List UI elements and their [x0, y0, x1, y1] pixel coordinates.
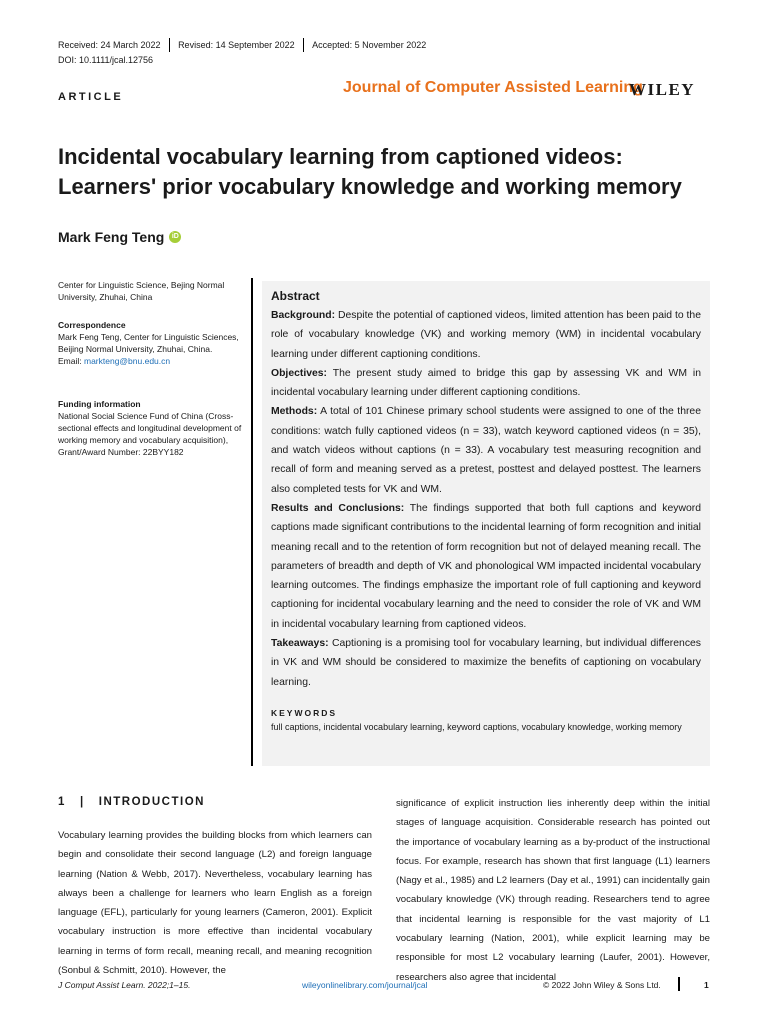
- intro-column-right: significance of explicit instruction lies inherently deep within the initial stages of language acquisition. Considerable research has pointed out the importance of vocabulary learning as a by-product of the instructional focus. For example, research has shown that first language (L1) learners (Nagy et al., 1985) and L2 learners (Day et al., 1991) can incidentally gain vocabulary knowledge (VK) through reading. Researchers tend to agree that incidental learning is responsible for the vast majority of L1 vocabulary learning (Nation, 2001), while explicit learning may be responsible for most L2 vocabulary learning (Laufer, 2001). However, researchers also agree that incidental: [396, 798, 710, 983]
- correspondence-text: Mark Feng Teng, Center for Linguistic Sciences, Beijing Normal University, Zhuhai, China.: [58, 332, 239, 354]
- keywords-heading: KEYWORDS: [271, 707, 338, 718]
- objectives-text: The present study aimed to bridge this gap by assessing VK and WM in incidental vocabulary learning under different captioning conditions.: [271, 367, 701, 399]
- author-name[interactable]: Mark Feng Teng: [58, 229, 165, 245]
- affiliation: Center for Linguistic Science, Bejing Normal University, Zhuhai, China: [58, 280, 225, 302]
- article-dates: [58, 38, 426, 52]
- author: [58, 229, 181, 245]
- email-label: Email:: [58, 356, 84, 366]
- results-text: The findings supported that both full captions and keyword captions made significant contributions to the incidental learning of form recognition and initial meaning recall and to the retention of form recognition but not of delayed meaning recall. The parameters of breadth and depth of VK and phonological WM impacted incidental vocabulary learning outcomes. The findings emphasize the important role of full captioning and keyword captioning for incidental vocabulary learning and the need to consider the role of VK and WM in incidental vocabulary learning from captioned videos.: [271, 502, 701, 630]
- abstract-objectives: [271, 364, 701, 403]
- abstract-box: [262, 281, 710, 766]
- footer-copyright: © 2022 John Wiley & Sons Ltd.: [543, 980, 661, 990]
- footer-citation: J Comput Assist Learn. 2022;1–15.: [58, 980, 191, 990]
- page-number: 1: [704, 980, 709, 990]
- received-date: Received: 24 March 2022: [58, 40, 161, 50]
- email-link[interactable]: markteng@bnu.edu.cn: [83, 356, 171, 366]
- date-divider: [169, 38, 171, 52]
- section-heading-introduction: 1 | INTRODUCTION: [58, 796, 205, 808]
- objectives-label: Objectives:: [271, 367, 328, 379]
- correspondence-heading: Correspondence: [58, 320, 126, 330]
- abstract-takeaways: [271, 634, 701, 692]
- results-label: Results and Conclusions:: [271, 502, 405, 514]
- intro-column-left: Vocabulary learning provides the building blocks from which learners can begin and consolidate their second language (L2) and foreign language learning (Nation & Webb, 2017). Nevertheless, vocabulary learning has always been a challenge for learners who learn English as a foreign language (EFL), particularly for young learners (Cameron, 2001). Explicit vocabulary instruction is more effective than incidental vocabulary learning in terms of form recall, meaning recall, and meaning recognition (Sonbul & Schmitt, 2010). However, the: [58, 830, 372, 977]
- revised-date: Revised: 14 September 2022: [178, 40, 295, 50]
- footer-url[interactable]: wileyonlinelibrary.com/journal/jcal: [302, 980, 428, 990]
- funding-text: National Social Science Fund of China (Cross-sectional effects and longitudinal development of working memory and vocabulary acquisition), Grant/Award Number: 22BYY182: [58, 411, 242, 457]
- orcid-icon[interactable]: iD: [169, 231, 181, 243]
- article-label: ARTICLE: [58, 91, 124, 103]
- abstract-methods: [271, 402, 701, 498]
- publisher-logo: WILEY: [629, 80, 696, 99]
- background-label: Background:: [271, 310, 336, 321]
- funding: [58, 398, 248, 458]
- keywords: full captions, incidental vocabulary learning, keyword captions, vocabulary knowledge, working memory: [271, 721, 682, 732]
- abstract-results: [271, 499, 701, 634]
- paper-title: Incidental vocabulary learning from captioned videos: Learners' prior vocabulary knowledge and working memory: [58, 144, 682, 199]
- doi[interactable]: DOI: 10.1111/jcal.12756: [58, 55, 154, 65]
- methods-label: Methods:: [271, 406, 318, 418]
- background-text: Despite the potential of captioned videos, limited attention has been paid to the role of vocabulary knowledge (VK) and working memory (WM) in incidental vocabulary learning under different captioning conditions.: [271, 310, 701, 360]
- abstract-heading: Abstract: [271, 289, 320, 303]
- takeaways-label: Takeaways:: [271, 638, 329, 650]
- journal-name[interactable]: Journal of Computer Assisted Learning: [343, 79, 643, 96]
- date-divider: [303, 38, 305, 52]
- correspondence: [58, 319, 248, 367]
- footer-divider: [678, 977, 680, 991]
- methods-text: A total of 101 Chinese primary school students were assigned to one of the three conditions: watch fully captioned videos (n = 33), watch keyword captioned videos (n = 35), and watch videos without captions (n = 33). A vocabulary test measuring recognition and recall of form and meaning served as a pretest, posttest and delayed posttest. The learners also completed tests for VK and WM.: [271, 406, 701, 495]
- sidebar-divider: [251, 278, 253, 766]
- takeaways-text: Captioning is a promising tool for vocabulary learning, but individual differences in VK and WM should be considered to maximize the benefits of captioning on vocabulary learning.: [271, 638, 701, 688]
- accepted-date: Accepted: 5 November 2022: [312, 40, 427, 50]
- abstract-background: [271, 306, 701, 364]
- funding-heading: Funding information: [58, 399, 141, 409]
